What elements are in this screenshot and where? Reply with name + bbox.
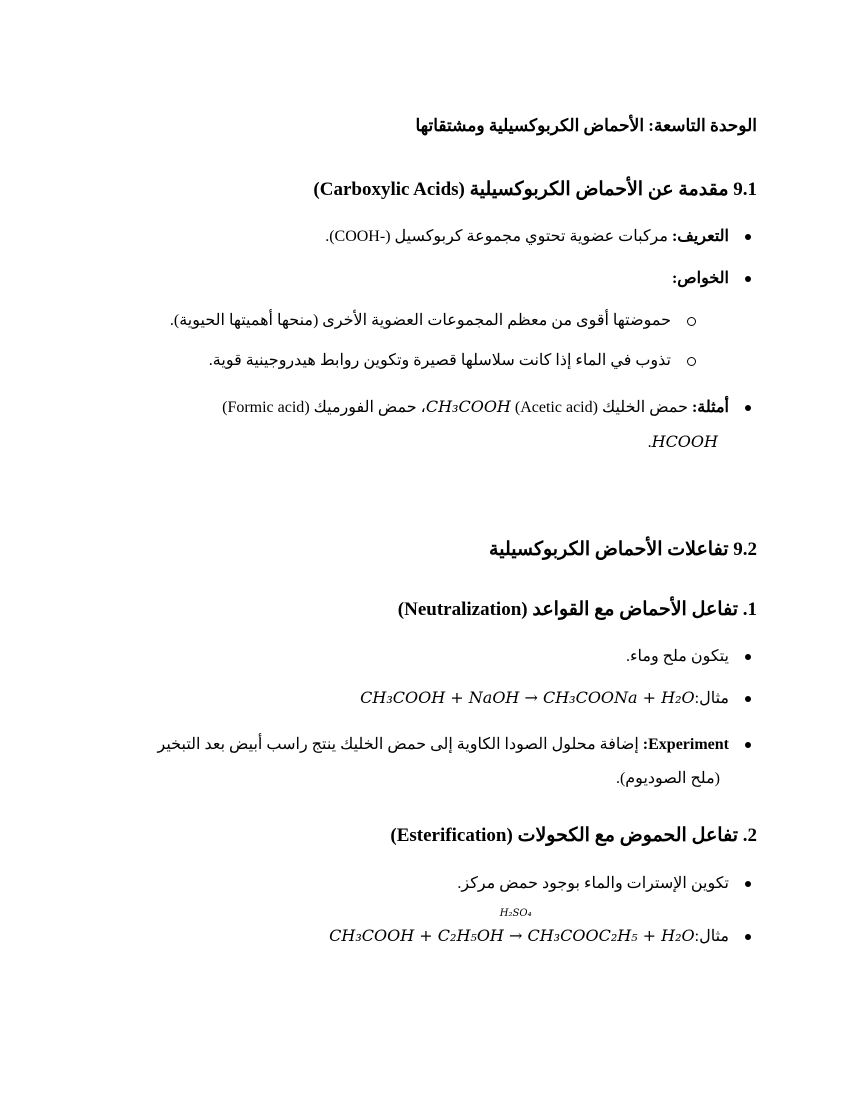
bullet-icon	[745, 881, 751, 887]
formula-acetic: CH₃COOH	[425, 397, 511, 416]
formula-formic: HCOOH	[651, 432, 718, 451]
bullet-icon	[745, 934, 751, 940]
examples-end: .	[647, 434, 652, 451]
reaction2-example	[329, 908, 757, 946]
examples-label: أمثلة:	[691, 399, 729, 416]
example-text-a: حمض الخليك (Acetic acid)	[514, 399, 688, 416]
properties-label: الخواص:	[671, 270, 729, 287]
bullet-icon	[745, 234, 751, 240]
equation-neutralization: CH₃COOH + NaOH → CH₃COONa + H₂O	[360, 688, 695, 707]
bullet-icon	[745, 696, 751, 702]
arrow-icon: →	[508, 926, 523, 945]
catalyst-label: H₂SO₄	[499, 908, 532, 919]
reaction1-text-1: يتكون ملح وماء.	[625, 648, 729, 665]
reaction1-experiment	[158, 734, 757, 754]
property-text-1: حموضتها أقوى من معظم المجموعات العضوية الأخرى (منحها أهميتها الحيوية).	[169, 312, 671, 329]
examples-continuation	[648, 432, 718, 452]
property-item-2	[209, 350, 700, 370]
example-text-b: ، حمض الفورميك (Formic acid)	[222, 399, 426, 416]
reaction2-text-1: تكوين الإسترات والماء بوجود حمض مركز.	[457, 875, 729, 892]
bullet-icon	[745, 276, 751, 282]
property-item-1	[170, 310, 700, 330]
reaction1-item-1	[626, 646, 757, 666]
bullet-icon	[745, 654, 751, 660]
equation-left: CH₃COOH + C₂H₅OH	[329, 926, 504, 945]
definition-text: مركبات عضوية تحتوي مجموعة كربوكسيل (-COOH).	[325, 228, 668, 245]
equation-right: CH₃COOC₂H₅ + H₂O	[527, 926, 695, 945]
circle-bullet-icon	[687, 357, 696, 366]
reaction-heading-2: 2. تفاعل الحموض مع الكحولات (Esterification)	[390, 825, 757, 846]
section-heading-9-1: 9.1 مقدمة عن الأحماض الكربوكسيلية (Carboxylic Acids)	[313, 179, 757, 200]
property-text-2: تذوب في الماء إذا كانت سلاسلها قصيرة وتكوين روابط هيدروجينية قوية.	[208, 352, 671, 369]
definition-item	[325, 226, 757, 246]
experiment-label: Experiment:	[642, 736, 729, 753]
unit-title: الوحدة التاسعة: الأحماض الكربوكسيلية ومشتقاتها	[415, 116, 757, 135]
equation-esterification	[329, 908, 695, 945]
experiment-text: إضافة محلول الصودا الكاوية إلى حمض الخليك ينتج راسب أبيض بعد التبخير	[157, 736, 639, 753]
experiment-continuation: (ملح الصوديوم).	[615, 770, 720, 787]
reaction1-example	[360, 688, 757, 708]
reaction-heading-1: 1. تفاعل الأحماض مع القواعد (Neutralization)	[397, 599, 757, 620]
examples-item	[222, 397, 757, 417]
bullet-icon	[745, 742, 751, 748]
bullet-icon	[745, 405, 751, 411]
reaction-arrow	[499, 908, 532, 945]
example-label: مثال:	[694, 928, 729, 945]
definition-label: التعريف:	[671, 228, 729, 245]
example-label: مثال:	[694, 690, 729, 707]
reaction2-item-1	[457, 873, 757, 893]
circle-bullet-icon	[687, 317, 696, 326]
section-heading-9-2: 9.2 تفاعلات الأحماض الكربوكسيلية	[489, 539, 757, 560]
properties-item	[672, 268, 757, 288]
